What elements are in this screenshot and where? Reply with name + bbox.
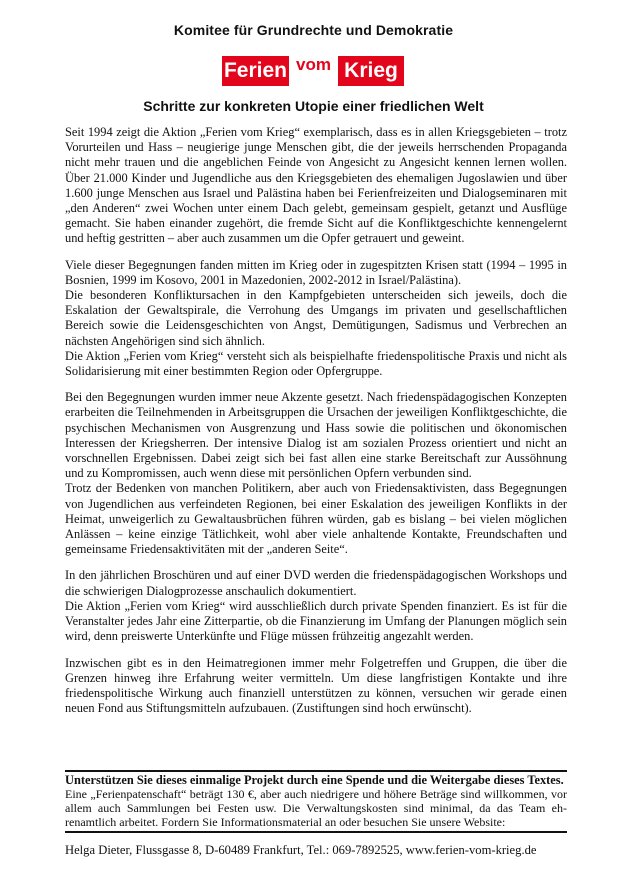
paragraph-crisis-dates: Viele dieser Begegnungen fanden mitten im Krieg oder in zugespitzten Krisen statt (1994 – 1995 in Bosnien, 1999 im Kosovo, 2001 in Mazedonien, 2002-2012 in Israel/Palästina). xyxy=(65,257,567,287)
paragraph-documentation: In den jährlichen Broschüren und auf einer DVD werden die friedenspädagogischen Workshops und die schwierigen Dialogprozesse anschaulich dokumentiert. xyxy=(65,568,567,598)
support-headline: Unterstützen Sie dieses einmalige Projekt durch eine Spende und die Weitergabe dieses Textes. xyxy=(65,773,564,787)
paragraph-workshops: Bei den Begegnungen wurden immer neue Akzente gesetzt. Nach friedenspädagogischen Konzepten erarbeiten die Teilnehmenden in Arbeitsgruppen die Ursachen der jeweiligen Konfliktgeschichte, die psychischen Mechanismen von Ausgrenzung und Hass sowie die politischen und ökonomischen Interessen der Kriegsherren. Der intensive Dialog ist am sozialen Prozess orientiert und nicht an vorschnellen Ergebnissen. Dabei zeigt sich bei fast allen eine starke Bereitschaft zur Aussöhnung und zu Kompromissen, auch wenn diese mit persönlichen Opfern verbunden sind. xyxy=(65,390,567,481)
paragraph-conflict-causes: Die besonderen Konfliktursachen in den Kampfgebieten unterscheiden sich jeweils, doch die Eskalation der Gewaltspirale, die Verrohung des Umgangs im privaten und gesellschaftlichen Bereich sowie die Leidensgeschichten von Angst, Demütigungen, Sadismus und Verbrechen an nächsten Angehörigen sind sich ähnlich. xyxy=(65,288,567,348)
document-subtitle: Schritte zur konkreten Utopie einer friedlichen Welt xyxy=(143,98,484,114)
logo-word-vom: vom xyxy=(289,51,338,91)
document-body xyxy=(65,125,567,716)
paragraph-history: Seit 1994 zeigt die Aktion „Ferien vom Krieg“ exemplarisch, dass es in allen Kriegsgebieten – trotz Vorurteilen und Hass – neugierige junge Menschen gibt, die der jeweils herrschenden Propaganda nicht mehr trauen und die angeblichen Feinde von Angesicht zu Angesicht kennen lernen wollen. Über 21.000 Kinder und Jugendliche aus den Kriegsgebieten des ehemaligen Jugoslawien und über 1.600 junge Menschen aus Israel und Palästina haben bei Ferienfreizeiten und Dialogseminaren mit „den Anderen“ zwei Wochen unter einem Dach gelebt, gemeinsam gespielt, getanzt und Ausflüge gemacht. Sie haben einander zugehört, die fremde Sicht auf die Konfliktgeschichte kennengelernt und heftig gestritten – aber auch zusammen um die Opfer getrauert und geweint. xyxy=(65,125,567,246)
paragraph-funding: Die Aktion „Ferien vom Krieg“ wird ausschließlich durch private Spenden finanziert. Es ist für die Veranstalter jedes Jahr eine Zitterpartie, ob die Finanzierung im Umfang der Planungen möglich sein wird, denn preiswerte Unterkünfte und Flüge müssen frühzeitig angezahlt werden. xyxy=(65,598,567,644)
organization-name: Komitee für Grundrechte und Demokratie xyxy=(173,22,454,38)
paragraph-peace-practice: Die Aktion „Ferien vom Krieg“ versteht sich als beispielhafte friedenspolitische Praxis und nicht als Solidarisierung mit einer bestimmten Region oder Opfergruppe. xyxy=(65,348,567,379)
contact-footer: Helga Dieter, Flussgasse 8, D-60489 Frankfurt, Tel.: 069-7892525, www.ferien-vom-krieg.de xyxy=(65,843,537,857)
support-text: Eine „Ferienpatenschaft“ beträgt 130 €, aber auch niedrigere und höhere Beträge sind willkommen, vor allem auch Sammlungen bei Festen usw. Die Verwaltungskosten sind minimal, da das Team ehrenamtlich arbeitet. Fordern Sie Informationsmaterial an oder besuchen Sie unsere Website: xyxy=(65,787,567,829)
ferien-vom-krieg-logo xyxy=(222,51,404,91)
support-box xyxy=(65,770,567,833)
logo-word-ferien: Ferien xyxy=(222,56,289,86)
logo-word-krieg: Krieg xyxy=(338,56,404,86)
paragraph-concerns: Trotz der Bedenken von manchen Politikern, aber auch von Friedensaktivisten, dass Begegnungen von Jugendlichen aus verfeindeten Regionen, bei einer Eskalation des jeweiligen Konflikts in der Heimat, unweigerlich zu Gewaltausbrüchen führen würden, gab es bislang – bei vielen möglichen Anlässen – keine einzige Tätlichkeit, wohl aber viele anhaltende Kontakte, Freundschaften und gemeinsame Friedensaktivitäten mit der „anderen Seite“. xyxy=(65,481,567,557)
paragraph-follow-up: Inzwischen gibt es in den Heimatregionen immer mehr Folgetreffen und Gruppen, die über die Grenzen hinweg ihre Erfahrung weiter vermitteln. Um diese langfristigen Kontakte und ihre friedenspolitische Wirkung auch finanziell unterstützen zu können, versuchen wir gerade einen neuen Fond aus Stiftungsmitteln aufzubauen. (Zustiftungen sind hoch erwünscht). xyxy=(65,655,567,716)
